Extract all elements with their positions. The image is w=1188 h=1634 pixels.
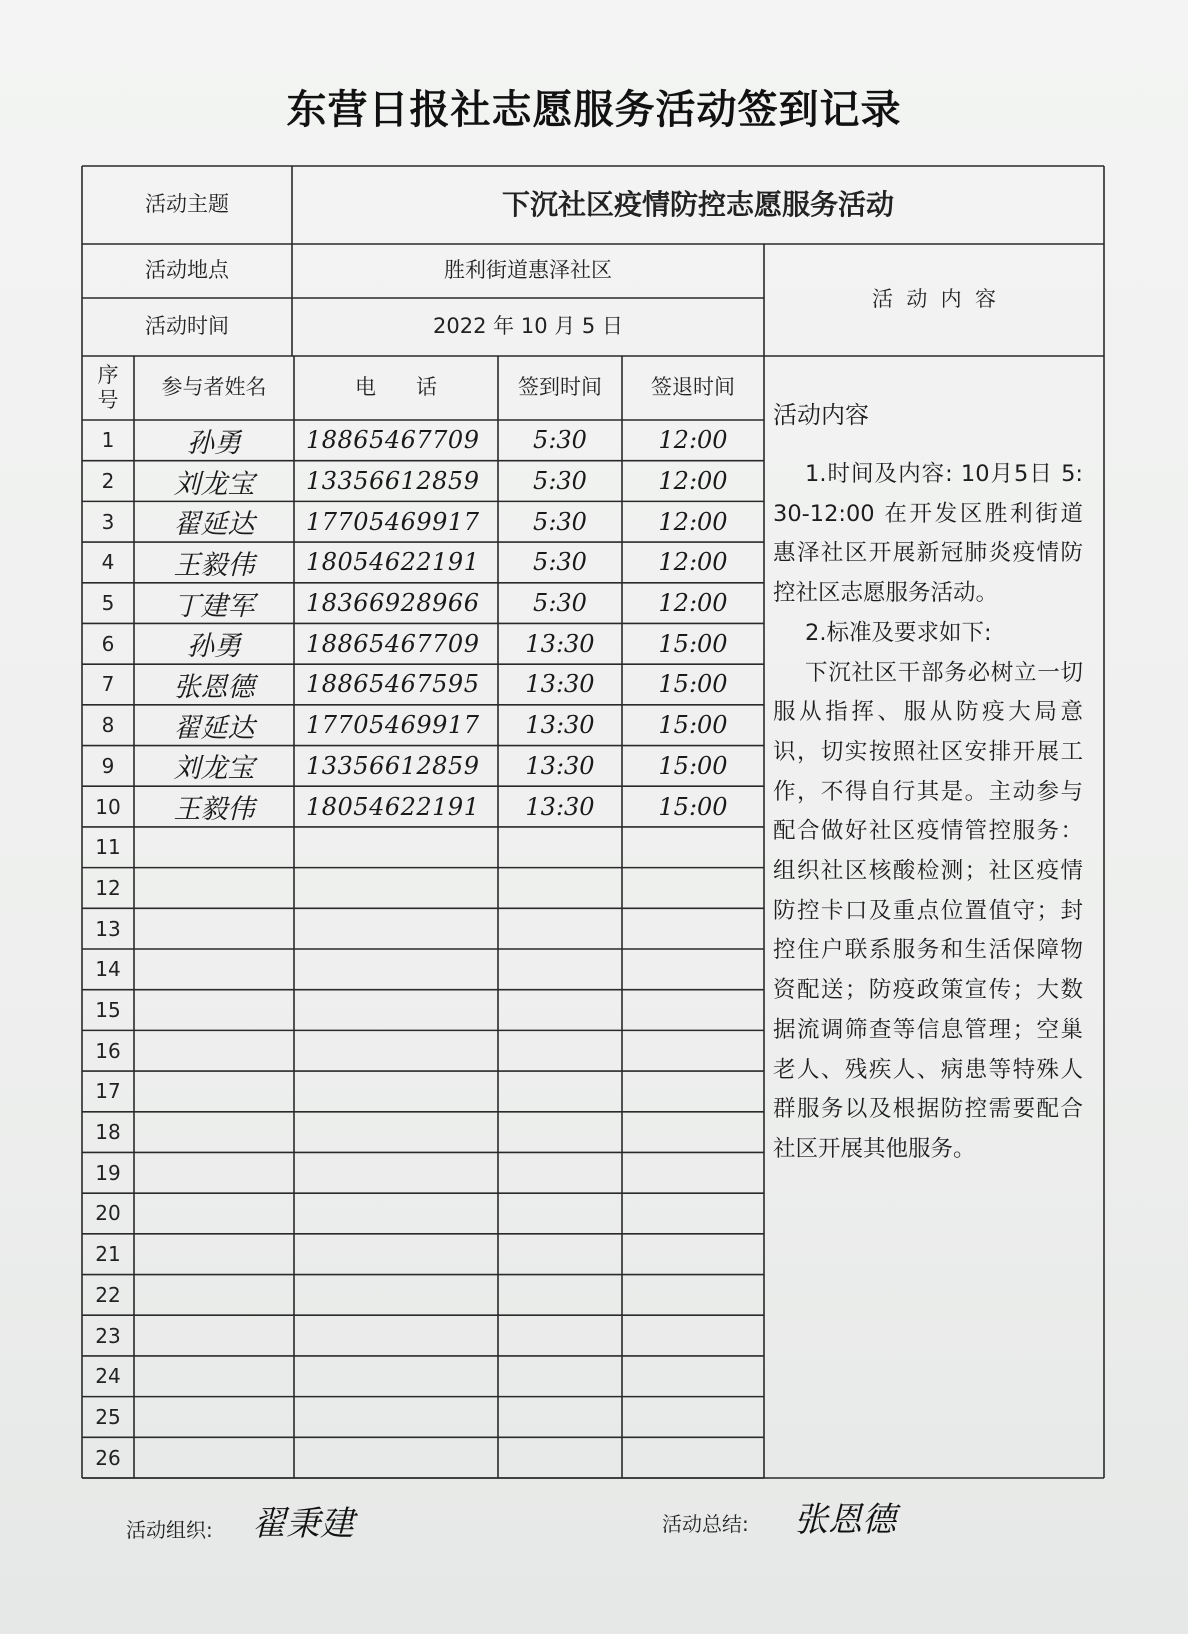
row-number: 17 <box>95 1079 121 1104</box>
checkout-time <box>622 1397 764 1438</box>
content-paragraph-2: 2.标准及要求如下: <box>805 619 992 646</box>
checkin-time <box>498 827 622 868</box>
row-number: 18 <box>95 1120 121 1145</box>
row-number: 5 <box>101 591 115 616</box>
row-number: 25 <box>95 1404 121 1429</box>
participant-name: 张恩德 <box>173 671 255 703</box>
checkin-time <box>498 1152 622 1193</box>
checkout-time <box>622 1315 764 1356</box>
checkin-time <box>498 908 622 949</box>
participant-phone <box>306 1112 496 1153</box>
row-number: 7 <box>101 672 115 697</box>
seq-header-line1: 序 <box>97 362 119 387</box>
participant-name <box>134 1071 294 1112</box>
organizer-signature: 翟秉建 <box>252 1504 354 1544</box>
checkout-time: 12:00 <box>658 467 728 496</box>
participant-phone: 13356612859 <box>306 751 480 780</box>
row-number: 1 <box>101 428 115 453</box>
checkout-time <box>622 1112 764 1153</box>
document-title: 东营日报社志愿服务活动签到记录 <box>286 87 902 133</box>
checkin-time <box>498 949 622 990</box>
participant-phone: 18054622191 <box>306 792 480 821</box>
participant-phone <box>306 868 496 909</box>
participant-name <box>134 1356 294 1397</box>
participant-phone: 18054622191 <box>306 548 480 577</box>
participant-name <box>134 868 294 909</box>
row-number: 2 <box>101 469 115 494</box>
participant-phone <box>306 1315 496 1356</box>
checkout-time <box>622 827 764 868</box>
participant-name <box>134 1275 294 1316</box>
activity-content <box>773 395 1083 1170</box>
participant-phone <box>306 1234 496 1275</box>
participant-name <box>134 1030 294 1071</box>
checkout-time <box>622 1437 764 1478</box>
checkout-time: 12:00 <box>658 507 728 536</box>
checkout-time: 12:00 <box>658 426 728 455</box>
row-number: 19 <box>95 1160 121 1185</box>
participant-name <box>134 1315 294 1356</box>
participant-phone: 17705469917 <box>306 711 480 740</box>
checkout-time: 15:00 <box>658 751 728 780</box>
row-number: 12 <box>95 875 121 900</box>
activity-location: 胜利街道惠泽社区 <box>444 258 612 283</box>
checkin-time: 5:30 <box>533 426 587 455</box>
row-number: 26 <box>95 1445 121 1470</box>
participant-phone <box>306 908 496 949</box>
checkout-header: 签退时间 <box>651 375 735 400</box>
participant-name <box>134 1437 294 1478</box>
participant-phone: 18865467709 <box>306 426 480 455</box>
time-label: 活动时间 <box>145 314 229 339</box>
participant-phone <box>306 1193 496 1234</box>
summary-label: 活动总结: <box>662 1512 749 1536</box>
participant-name <box>134 1152 294 1193</box>
row-number: 24 <box>95 1364 121 1389</box>
participant-name: 王毅伟 <box>173 794 255 826</box>
participant-phone: 13356612859 <box>306 467 480 496</box>
checkout-time <box>622 1275 764 1316</box>
checkin-time: 13:30 <box>525 751 595 780</box>
participant-phone <box>306 949 496 990</box>
participant-phone <box>306 827 496 868</box>
participant-phone: 18865467709 <box>306 629 480 658</box>
row-number: 13 <box>95 916 121 941</box>
row-number: 16 <box>95 1038 121 1063</box>
activity-topic: 下沉社区疫情防控志愿服务活动 <box>501 188 894 222</box>
checkin-time <box>498 868 622 909</box>
checkout-time <box>622 1152 764 1193</box>
checkin-time: 5:30 <box>533 467 587 496</box>
checkin-time <box>498 1030 622 1071</box>
checkin-time <box>498 1437 622 1478</box>
checkout-time <box>622 908 764 949</box>
participant-name: 刘龙宝 <box>173 468 255 500</box>
row-number: 3 <box>101 509 115 534</box>
checkin-time <box>498 1234 622 1275</box>
participant-name <box>134 1193 294 1234</box>
checkout-time: 15:00 <box>658 670 728 699</box>
checkout-time: 15:00 <box>658 792 728 821</box>
row-number: 4 <box>101 550 115 575</box>
seq-header <box>82 356 134 420</box>
checkout-time <box>622 1193 764 1234</box>
checkout-time <box>622 990 764 1031</box>
checkout-time: 12:00 <box>658 548 728 577</box>
participant-name <box>134 990 294 1031</box>
participant-phone <box>306 1275 496 1316</box>
participant-name <box>134 1397 294 1438</box>
participant-phone: 17705469917 <box>306 507 480 536</box>
checkout-time <box>622 1071 764 1112</box>
checkout-time <box>622 1234 764 1275</box>
checkin-time: 5:30 <box>533 548 587 577</box>
participant-name <box>134 827 294 868</box>
row-number: 8 <box>101 713 115 738</box>
checkin-time <box>498 1275 622 1316</box>
participant-phone <box>306 1356 496 1397</box>
row-number: 22 <box>95 1282 121 1307</box>
checkout-time: 15:00 <box>658 629 728 658</box>
row-number: 14 <box>95 957 121 982</box>
seq-header-line2: 号 <box>97 388 119 412</box>
row-number: 15 <box>95 998 121 1023</box>
participant-phone <box>306 1071 496 1112</box>
checkin-time <box>498 1193 622 1234</box>
checkin-header: 签到时间 <box>518 375 602 400</box>
content-paragraph-3: 下沉社区干部务必树立一切服从指挥、服从防疫大局意识，切实按照社区安排开展工作，不得自行其是。主动参与配合做好社区疫情管控服务：组织社区核酸检测；社区疫情防控卡口及重点位置值守；封控住户联系服务和生活保障物资配送；防疫政策宣传；大数据流调筛查等信息管理；空巢老人、残疾人、病患等特殊人群服务以及根据防控需要配合社区开展其他服务。 <box>773 659 1083 1162</box>
topic-label: 活动主题 <box>145 192 229 217</box>
activity-date: 2022 年 10 月 5 日 <box>433 314 623 339</box>
checkin-time: 13:30 <box>525 670 595 699</box>
checkin-time: 13:30 <box>525 792 595 821</box>
checkin-time <box>498 1397 622 1438</box>
checkin-time: 13:30 <box>525 711 595 740</box>
participant-phone: 18865467595 <box>306 670 480 699</box>
checkout-time: 15:00 <box>658 711 728 740</box>
checkout-time <box>622 1030 764 1071</box>
checkin-time <box>498 990 622 1031</box>
participant-name <box>134 908 294 949</box>
participant-name: 王毅伟 <box>173 549 255 581</box>
participant-name <box>134 1234 294 1275</box>
row-number: 10 <box>95 794 121 819</box>
phone-header: 电 话 <box>354 375 438 400</box>
checkin-time <box>498 1315 622 1356</box>
checkin-time: 5:30 <box>533 507 587 536</box>
participant-name: 刘龙宝 <box>173 753 255 785</box>
participant-name: 丁建军 <box>173 590 255 622</box>
summary-signature: 张恩德 <box>794 1500 896 1540</box>
participant-name <box>134 1112 294 1153</box>
participant-name: 孙勇 <box>187 631 241 663</box>
participant-name: 翟延达 <box>173 712 255 744</box>
checkout-time <box>622 1356 764 1397</box>
row-number: 21 <box>95 1242 121 1267</box>
name-header: 参与者姓名 <box>161 375 267 400</box>
checkout-time: 12:00 <box>658 589 728 618</box>
row-number: 9 <box>101 753 115 778</box>
participant-phone <box>306 1152 496 1193</box>
row-number: 11 <box>95 835 121 860</box>
checkout-time <box>622 949 764 990</box>
participant-name <box>134 949 294 990</box>
checkin-time <box>498 1112 622 1153</box>
checkout-time <box>622 868 764 909</box>
checkin-time: 5:30 <box>533 589 587 618</box>
checkin-time <box>498 1356 622 1397</box>
location-label: 活动地点 <box>145 258 229 283</box>
participant-phone <box>306 1030 496 1071</box>
row-number: 20 <box>95 1201 121 1226</box>
organizer-label: 活动组织: <box>126 1518 213 1542</box>
participant-name: 翟延达 <box>173 509 255 541</box>
checkin-time: 13:30 <box>525 629 595 658</box>
row-number: 6 <box>101 631 115 656</box>
checkin-time <box>498 1071 622 1112</box>
participant-phone <box>306 1397 496 1438</box>
participant-phone <box>306 990 496 1031</box>
participant-phone <box>306 1437 496 1478</box>
row-number: 23 <box>95 1323 121 1348</box>
participant-phone: 18366928966 <box>306 589 480 618</box>
content-paragraph-1: 1.时间及内容: 10月5日 5:30-12:00 在开发区胜利街道惠泽社区开展新冠肺炎疫情防控社区志愿服务活动。 <box>773 461 1083 607</box>
content-heading: 活动内容 <box>773 401 869 429</box>
participant-name: 孙勇 <box>187 427 241 459</box>
content-header: 活 动 内 容 <box>871 287 997 312</box>
